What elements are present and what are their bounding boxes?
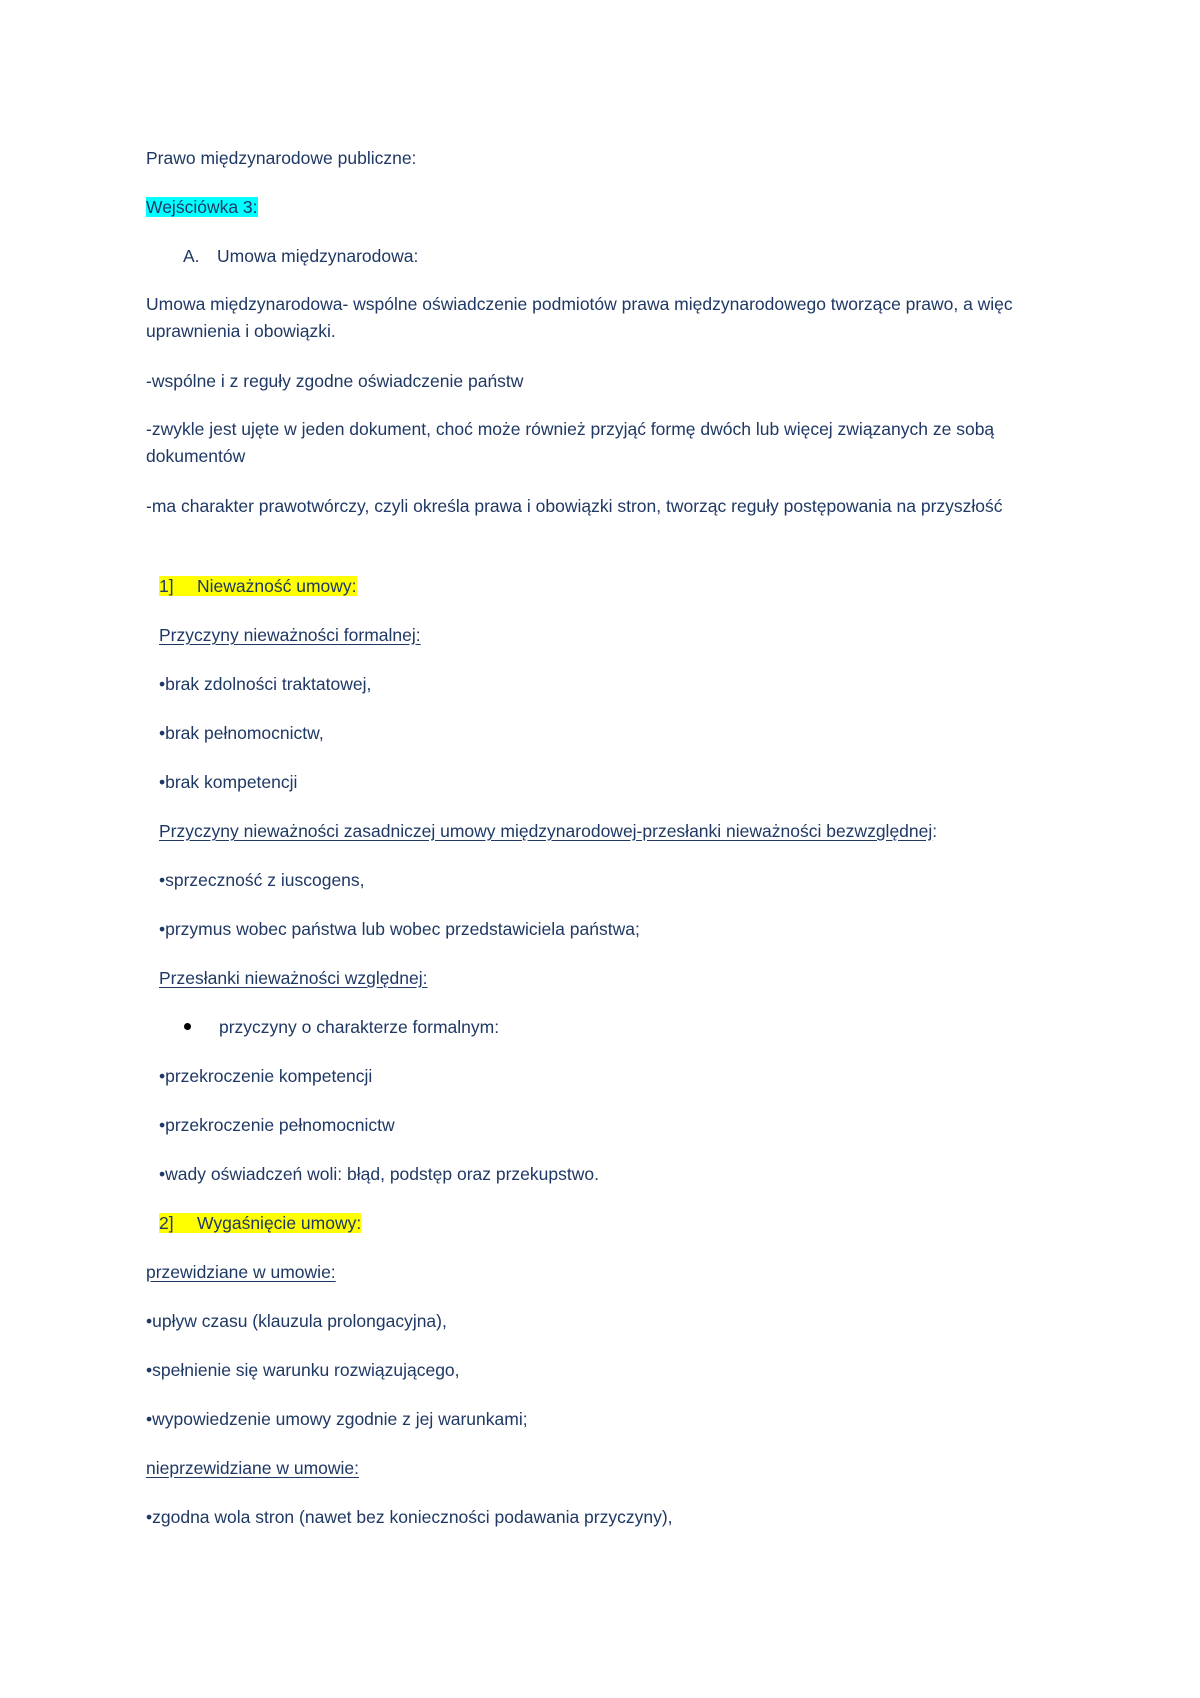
definition-paragraph: Umowa międzynarodowa- wspólne oświadczenie podmiotów prawa międzynarodowego tworzące prawo, a więc uprawnienia i obowiązki. (146, 294, 1013, 341)
section-1-title: Nieważność umowy: (197, 576, 357, 596)
formal-causes-heading: Przyczyny nieważności formalnej: (159, 625, 421, 645)
bullet-dot-icon (184, 1023, 191, 1030)
document-subtitle (146, 194, 258, 221)
section-1-number: 1] (159, 576, 174, 596)
section-2-heading (159, 1210, 361, 1237)
list-item: •upływ czasu (klauzula prolongacyjna), (146, 1311, 447, 1331)
section-a-marker: A. (183, 246, 200, 266)
substantive-causes-heading (159, 818, 937, 845)
feature-item: -wspólne i z reguły zgodne oświadczenie państw (146, 371, 524, 391)
section-1-highlight (159, 576, 357, 596)
list-item: •wypowiedzenie umowy zgodnie z jej warunkami; (146, 1409, 528, 1429)
provided-heading: przewidziane w umowie: (146, 1262, 336, 1282)
feature-item: -zwykle jest ujęte w jeden dokument, choć może również przyjąć formę dwóch lub więcej związanych ze sobą dokumentów (146, 419, 995, 466)
list-item: •przekroczenie kompetencji (159, 1066, 373, 1086)
list-item: •zgodna wola stron (nawet bez konieczności podawania przyczyny), (146, 1507, 673, 1527)
substantive-heading-text: Przyczyny nieważności zasadniczej umowy międzynarodowej-przesłanki nieważności bezwzględnej (159, 821, 933, 841)
list-item: •brak kompetencji (159, 772, 298, 792)
relative-causes-heading: Przesłanki nieważności względnej: (159, 968, 428, 988)
section-2-highlight (159, 1213, 361, 1233)
list-item: •brak pełnomocnictw, (159, 723, 324, 743)
list-item: •przymus wobec państwa lub wobec przedstawiciela państwa; (159, 919, 640, 939)
section-2-number: 2] (159, 1213, 174, 1233)
substantive-heading-colon: : (932, 821, 938, 841)
feature-item: -ma charakter prawotwórczy, czyli określa prawa i obowiązki stron, tworząc reguły postępowania na przyszłość (146, 496, 1003, 516)
document-title: Prawo międzynarodowe publiczne: (146, 148, 417, 168)
relative-bullet-item: przyczyny o charakterze formalnym: (219, 1017, 500, 1037)
subtitle-highlight: Wejściówka 3: (146, 197, 258, 217)
unprovided-heading: nieprzewidziane w umowie: (146, 1458, 360, 1478)
section-1-heading (159, 573, 357, 600)
section-a-heading (183, 243, 418, 270)
list-item: •przekroczenie pełnomocnictw (159, 1115, 395, 1135)
section-a-title: Umowa międzynarodowa: (217, 246, 419, 266)
list-item: •spełnienie się warunku rozwiązującego, (146, 1360, 460, 1380)
list-item: •wady oświadczeń woli: błąd, podstęp oraz przekupstwo. (159, 1164, 599, 1184)
list-item: •brak zdolności traktatowej, (159, 674, 372, 694)
list-item: •sprzeczność z iuscogens, (159, 870, 365, 890)
section-2-title: Wygaśnięcie umowy: (197, 1213, 362, 1233)
